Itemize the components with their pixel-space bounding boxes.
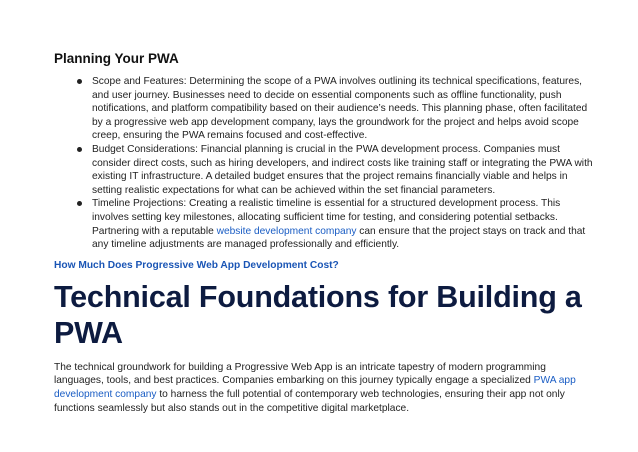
bullet-text-after: can ensure that the project stays on track and that any timeline adjustments are managed professionally and efficiently.: [92, 225, 586, 251]
document-page: [54, 50, 594, 415]
bullet-dot-icon: [77, 147, 82, 152]
paragraph-text-before: The technical groundwork for building a Progressive Web App is an intricate tapestry of modern programming languages, tools, and best practices. Companies embarking on this journey typically engage a specialized: [54, 361, 546, 387]
paragraph-text-after: to harness the full potential of contemporary web technologies, ensuring their app not only functions seamlessly but also stands out in the competitive digital marketplace.: [54, 388, 565, 414]
bullet-text-before: Timeline Projections: Creating a realistic timeline is essential for a structured development process. This involves setting key milestones, allocating sufficient time for testing, and considering potential setbacks. Partnering with a reputable: [92, 198, 561, 237]
website-development-company-link[interactable]: website development company: [216, 225, 357, 237]
bullet-dot-icon: [77, 79, 82, 84]
list-item: [76, 143, 594, 197]
main-heading: Technical Foundations for Building a PWA: [54, 279, 582, 350]
list-item: [76, 75, 594, 143]
bullet-dot-icon: [77, 201, 82, 206]
pwa-cost-link[interactable]: How Much Does Progressive Web App Development Cost?: [54, 259, 339, 271]
bullet-text: Scope and Features: Determining the scope of a PWA involves outlining its technical specifications, features, and user journey. Businesses need to decide on essential components such as offline functionality, push notifications, and platform compatibility based on their audience’s needs. This planning phase, often facilitated by a progressive web app development company, lays the groundwork for the project and helps avoid scope creep, ensuring the PWA remains focused and cost-effective.: [92, 76, 588, 142]
intro-paragraph: [54, 361, 594, 415]
bullet-list: [54, 75, 594, 252]
bullet-text: Budget Considerations: Financial planning is crucial in the PWA development process. Companies must consider direct costs, such as hiring developers, and indirect costs like training staff or integrating the PWA with existing IT infrastructure. A detailed budget ensures that the project remains financially viable and helps in setting realistic expectations for what can be achieved within the set financial parameters.: [92, 143, 593, 196]
list-item: [76, 197, 594, 251]
pwa-app-development-company-link[interactable]: PWA app development company: [54, 375, 576, 400]
section-heading: Planning Your PWA: [54, 51, 179, 66]
